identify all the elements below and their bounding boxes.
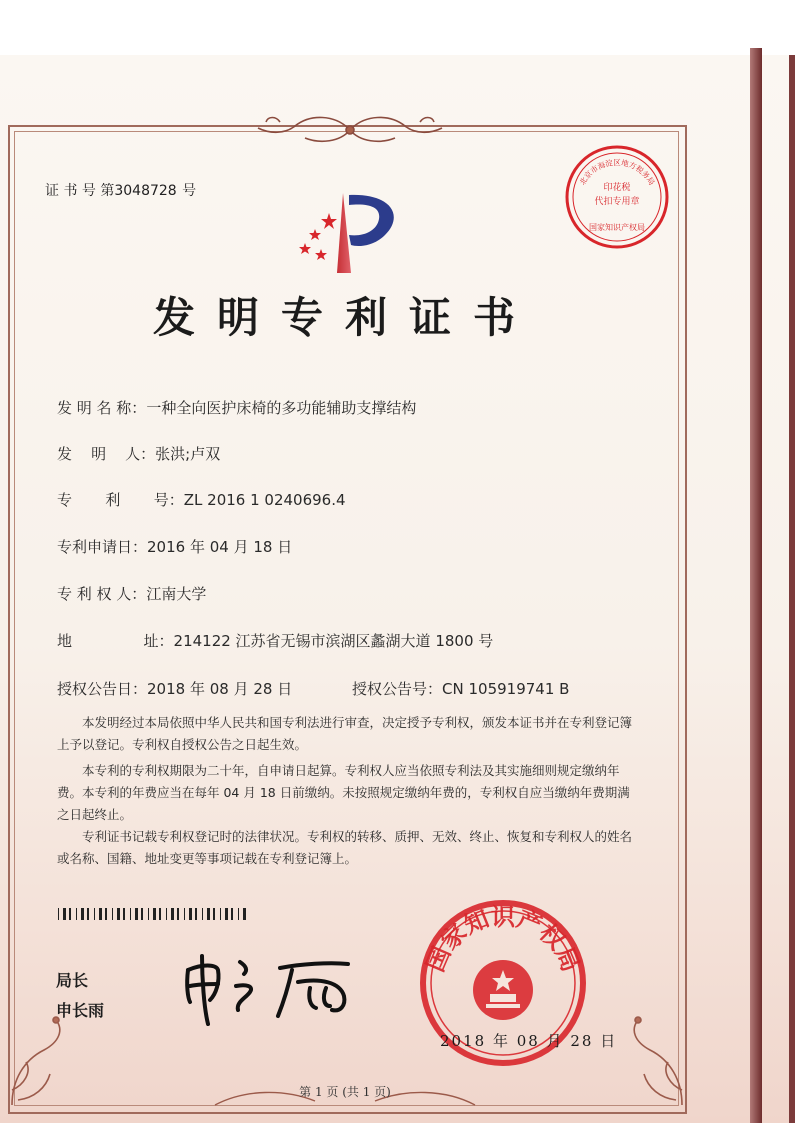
patent-number-row <box>57 489 346 510</box>
grant-number-row <box>352 678 569 699</box>
patentee-value: 江南大学 <box>146 585 207 603</box>
invention-name-value: 一种全向医护床椅的多功能辅助支撑结构 <box>146 399 417 417</box>
address-label: 地 址： <box>57 632 174 650</box>
patent-office-logo-icon <box>285 185 415 275</box>
grant-number-value: CN 105919741 B <box>442 680 570 698</box>
svg-text:国家知识产权局: 国家知识产权局 <box>589 223 645 232</box>
svg-text:代扣专用章: 代扣专用章 <box>594 197 640 207</box>
grant-date-label: 授权公告日： <box>57 680 148 698</box>
address-value: 214122 江苏省无锡市滨湖区蠡湖大道 1800 号 <box>173 632 494 650</box>
grant-number-label: 授权公告号： <box>352 680 443 698</box>
patentee-row <box>57 583 206 604</box>
inventor-value: 张洪;卢双 <box>155 445 221 463</box>
invention-name-label: 发 明 名 称： <box>57 399 147 417</box>
tax-stamp-seal <box>562 142 672 252</box>
certificate-number-value: 3048728 <box>114 183 177 199</box>
svg-text:印花税: 印花税 <box>603 183 631 193</box>
barcode-icon <box>58 908 248 920</box>
page-indicator: 第 1 页 (共 1 页) <box>299 1085 391 1099</box>
seal-date: 2018 年 08 月 28 日 <box>440 1032 618 1050</box>
patent-number-value: ZL 2016 1 0240696.4 <box>183 491 346 509</box>
inventor-label: 发 明 人： <box>57 445 156 463</box>
filing-date-row <box>57 536 292 557</box>
certificate-number <box>45 180 196 200</box>
svg-text:北京市海淀区地方税务局: 北京市海淀区地方税务局 <box>577 158 657 187</box>
signatory-position: 局长 <box>56 971 89 990</box>
certificate-number-suffix: 号 <box>182 183 197 199</box>
certificate-number-label: 证 书 号 第 <box>45 183 115 199</box>
paragraph-1: 本发明经过本局依照中华人民共和国专利法进行审查，决定授予专利权，颁发本证书并在专利登记簿上予以登记。专利权自授权公告之日起生效。 <box>57 715 633 752</box>
top-ornament-icon <box>250 112 450 148</box>
patentee-label: 专 利 权 人： <box>57 585 147 603</box>
filing-date-value: 2016 年 04 月 18 日 <box>147 538 293 556</box>
patent-number-label: 专 利 号： <box>57 491 184 509</box>
grant-date-row <box>57 678 292 699</box>
paragraph-3: 专利证书记载专利权登记时的法律状况。专利权的转移、质押、无效、终止、恢复和专利权人的姓名或名称、国籍、地址变更等事项记载在专利登记簿上。 <box>57 829 633 866</box>
invention-name-row <box>57 397 416 418</box>
inventor-row <box>57 443 220 464</box>
paragraph-2: 本专利的专利权期限为二十年，自申请日起算。专利权人应当依照专利法及其实施细则规定缴纳年费。本专利的年费应当在每年 04 月 18 日前缴纳。未按照规定缴纳年费的，专利权自应当缴纳年费期满之日起终止。 <box>57 763 630 822</box>
address-row <box>57 630 493 651</box>
handwritten-signature <box>180 948 360 1028</box>
grant-date-value: 2018 年 08 月 28 日 <box>147 680 293 698</box>
cover-edge <box>750 48 762 1123</box>
main-seal-text: 国家知识产权局 <box>421 902 585 976</box>
signatory-name: 申长雨 <box>56 1001 105 1020</box>
filing-date-label: 专利申请日： <box>57 538 148 556</box>
certificate-title: 发明专利证书 <box>152 293 537 342</box>
